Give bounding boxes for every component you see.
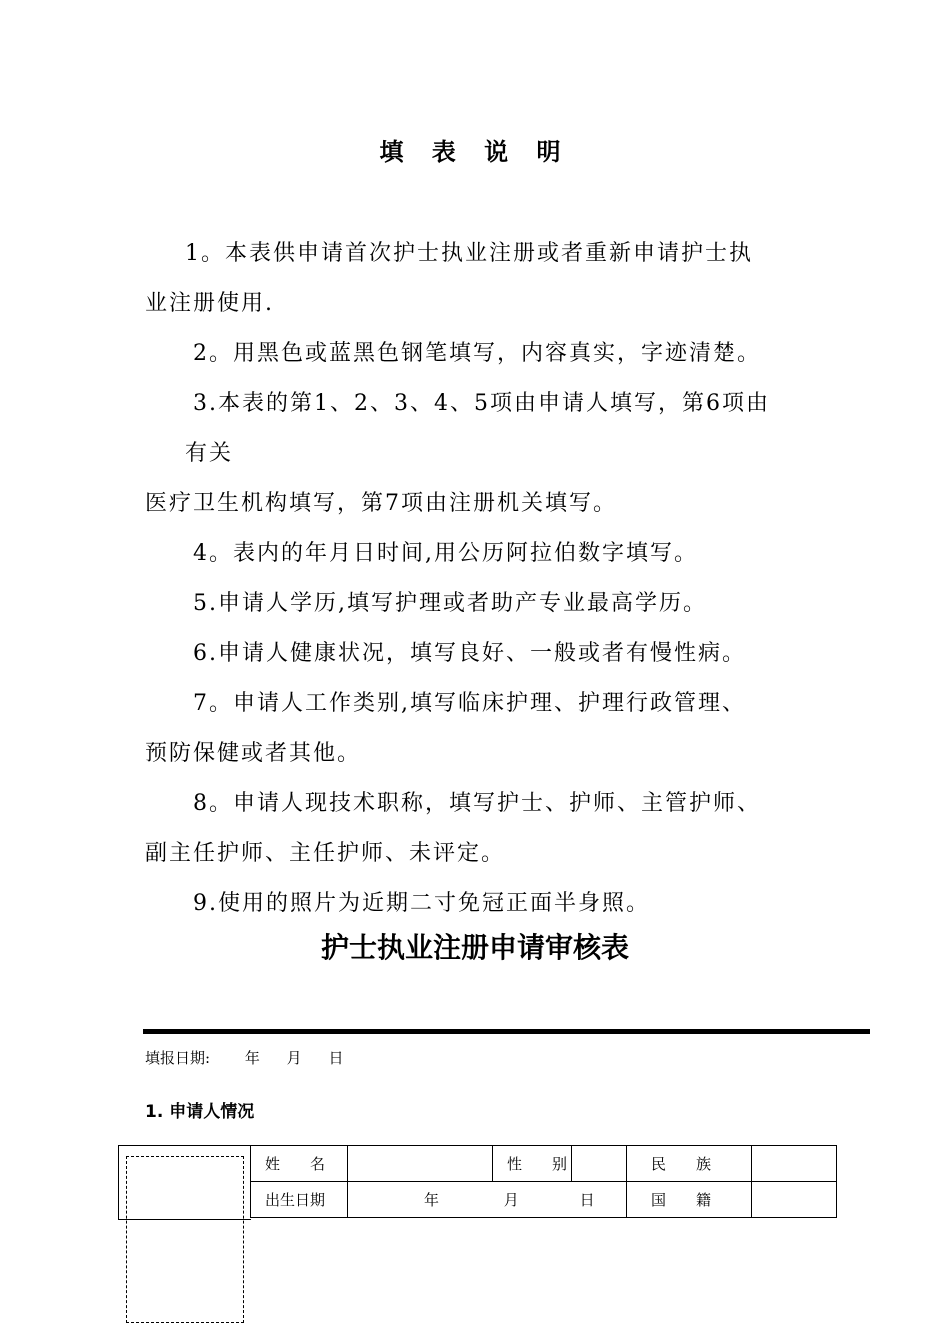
instruction-line: 8。申请人现技术职称，填写护士、护师、主管护师、 bbox=[193, 791, 761, 816]
gender-label: 性 别 bbox=[493, 1146, 572, 1182]
instruction-line: 2。用黑色或蓝黑色钢笔填写，内容真实，字迹清楚。 bbox=[193, 341, 761, 366]
instruction-line: 预防保健或者其他。 bbox=[145, 741, 362, 766]
birth-year: 年 bbox=[424, 1191, 440, 1209]
fill-date bbox=[145, 1047, 343, 1068]
ethnicity-field[interactable] bbox=[752, 1146, 837, 1182]
instruction-line: 医疗卫生机构填写，第7项由注册机关填写。 bbox=[145, 491, 617, 516]
nationality-field[interactable] bbox=[752, 1182, 837, 1218]
applicant-table bbox=[250, 1145, 837, 1218]
fill-date-day: 日 bbox=[328, 1049, 344, 1067]
form-title: 护士执业注册申请审核表 bbox=[320, 931, 629, 964]
instruction-line: 5.申请人学历,填写护理或者助产专业最高学历。 bbox=[193, 591, 707, 616]
fill-date-label: 填报日期: bbox=[145, 1049, 211, 1067]
instruction-line: 业注册使用. bbox=[145, 291, 274, 316]
photo-box[interactable] bbox=[126, 1156, 244, 1323]
name-field[interactable] bbox=[348, 1146, 493, 1182]
instruction-line: 6.申请人健康状况，填写良好、一般或者有慢性病。 bbox=[193, 641, 746, 666]
gender-field[interactable] bbox=[572, 1146, 627, 1182]
birth-month: 月 bbox=[503, 1191, 519, 1209]
section-heading: 1. 申请人情况 bbox=[145, 1102, 255, 1122]
name-label: 姓 名 bbox=[251, 1146, 348, 1182]
instruction-line: 1。本表供申请首次护士执业注册或者重新申请护士执 bbox=[185, 241, 753, 266]
instruction-line: 有关 bbox=[185, 441, 234, 466]
instruction-line: 3.本表的第1、2、3、4、5项由申请人填写，第6项由 bbox=[193, 391, 770, 416]
instructions-title: 填 表 说 明 bbox=[379, 138, 571, 166]
ethnicity-label: 民 族 bbox=[627, 1146, 752, 1182]
nationality-label: 国 籍 bbox=[627, 1182, 752, 1218]
birth-label: 出生日期 bbox=[251, 1182, 348, 1218]
birth-day: 日 bbox=[579, 1191, 595, 1209]
fill-date-year: 年 bbox=[244, 1049, 260, 1067]
fill-date-month: 月 bbox=[286, 1049, 302, 1067]
instruction-line: 9.使用的照片为近期二寸免冠正面半身照。 bbox=[193, 891, 650, 916]
instruction-line: 副主任护师、主任护师、未评定。 bbox=[145, 841, 506, 866]
instruction-line: 7。申请人工作类别,填写临床护理、护理行政管理、 bbox=[193, 691, 746, 716]
birth-field[interactable] bbox=[348, 1182, 627, 1218]
table-row bbox=[251, 1146, 837, 1182]
header-rule bbox=[143, 1029, 870, 1034]
instruction-line: 4。表内的年月日时间,用公历阿拉伯数字填写。 bbox=[193, 541, 698, 566]
table-row bbox=[251, 1182, 837, 1218]
